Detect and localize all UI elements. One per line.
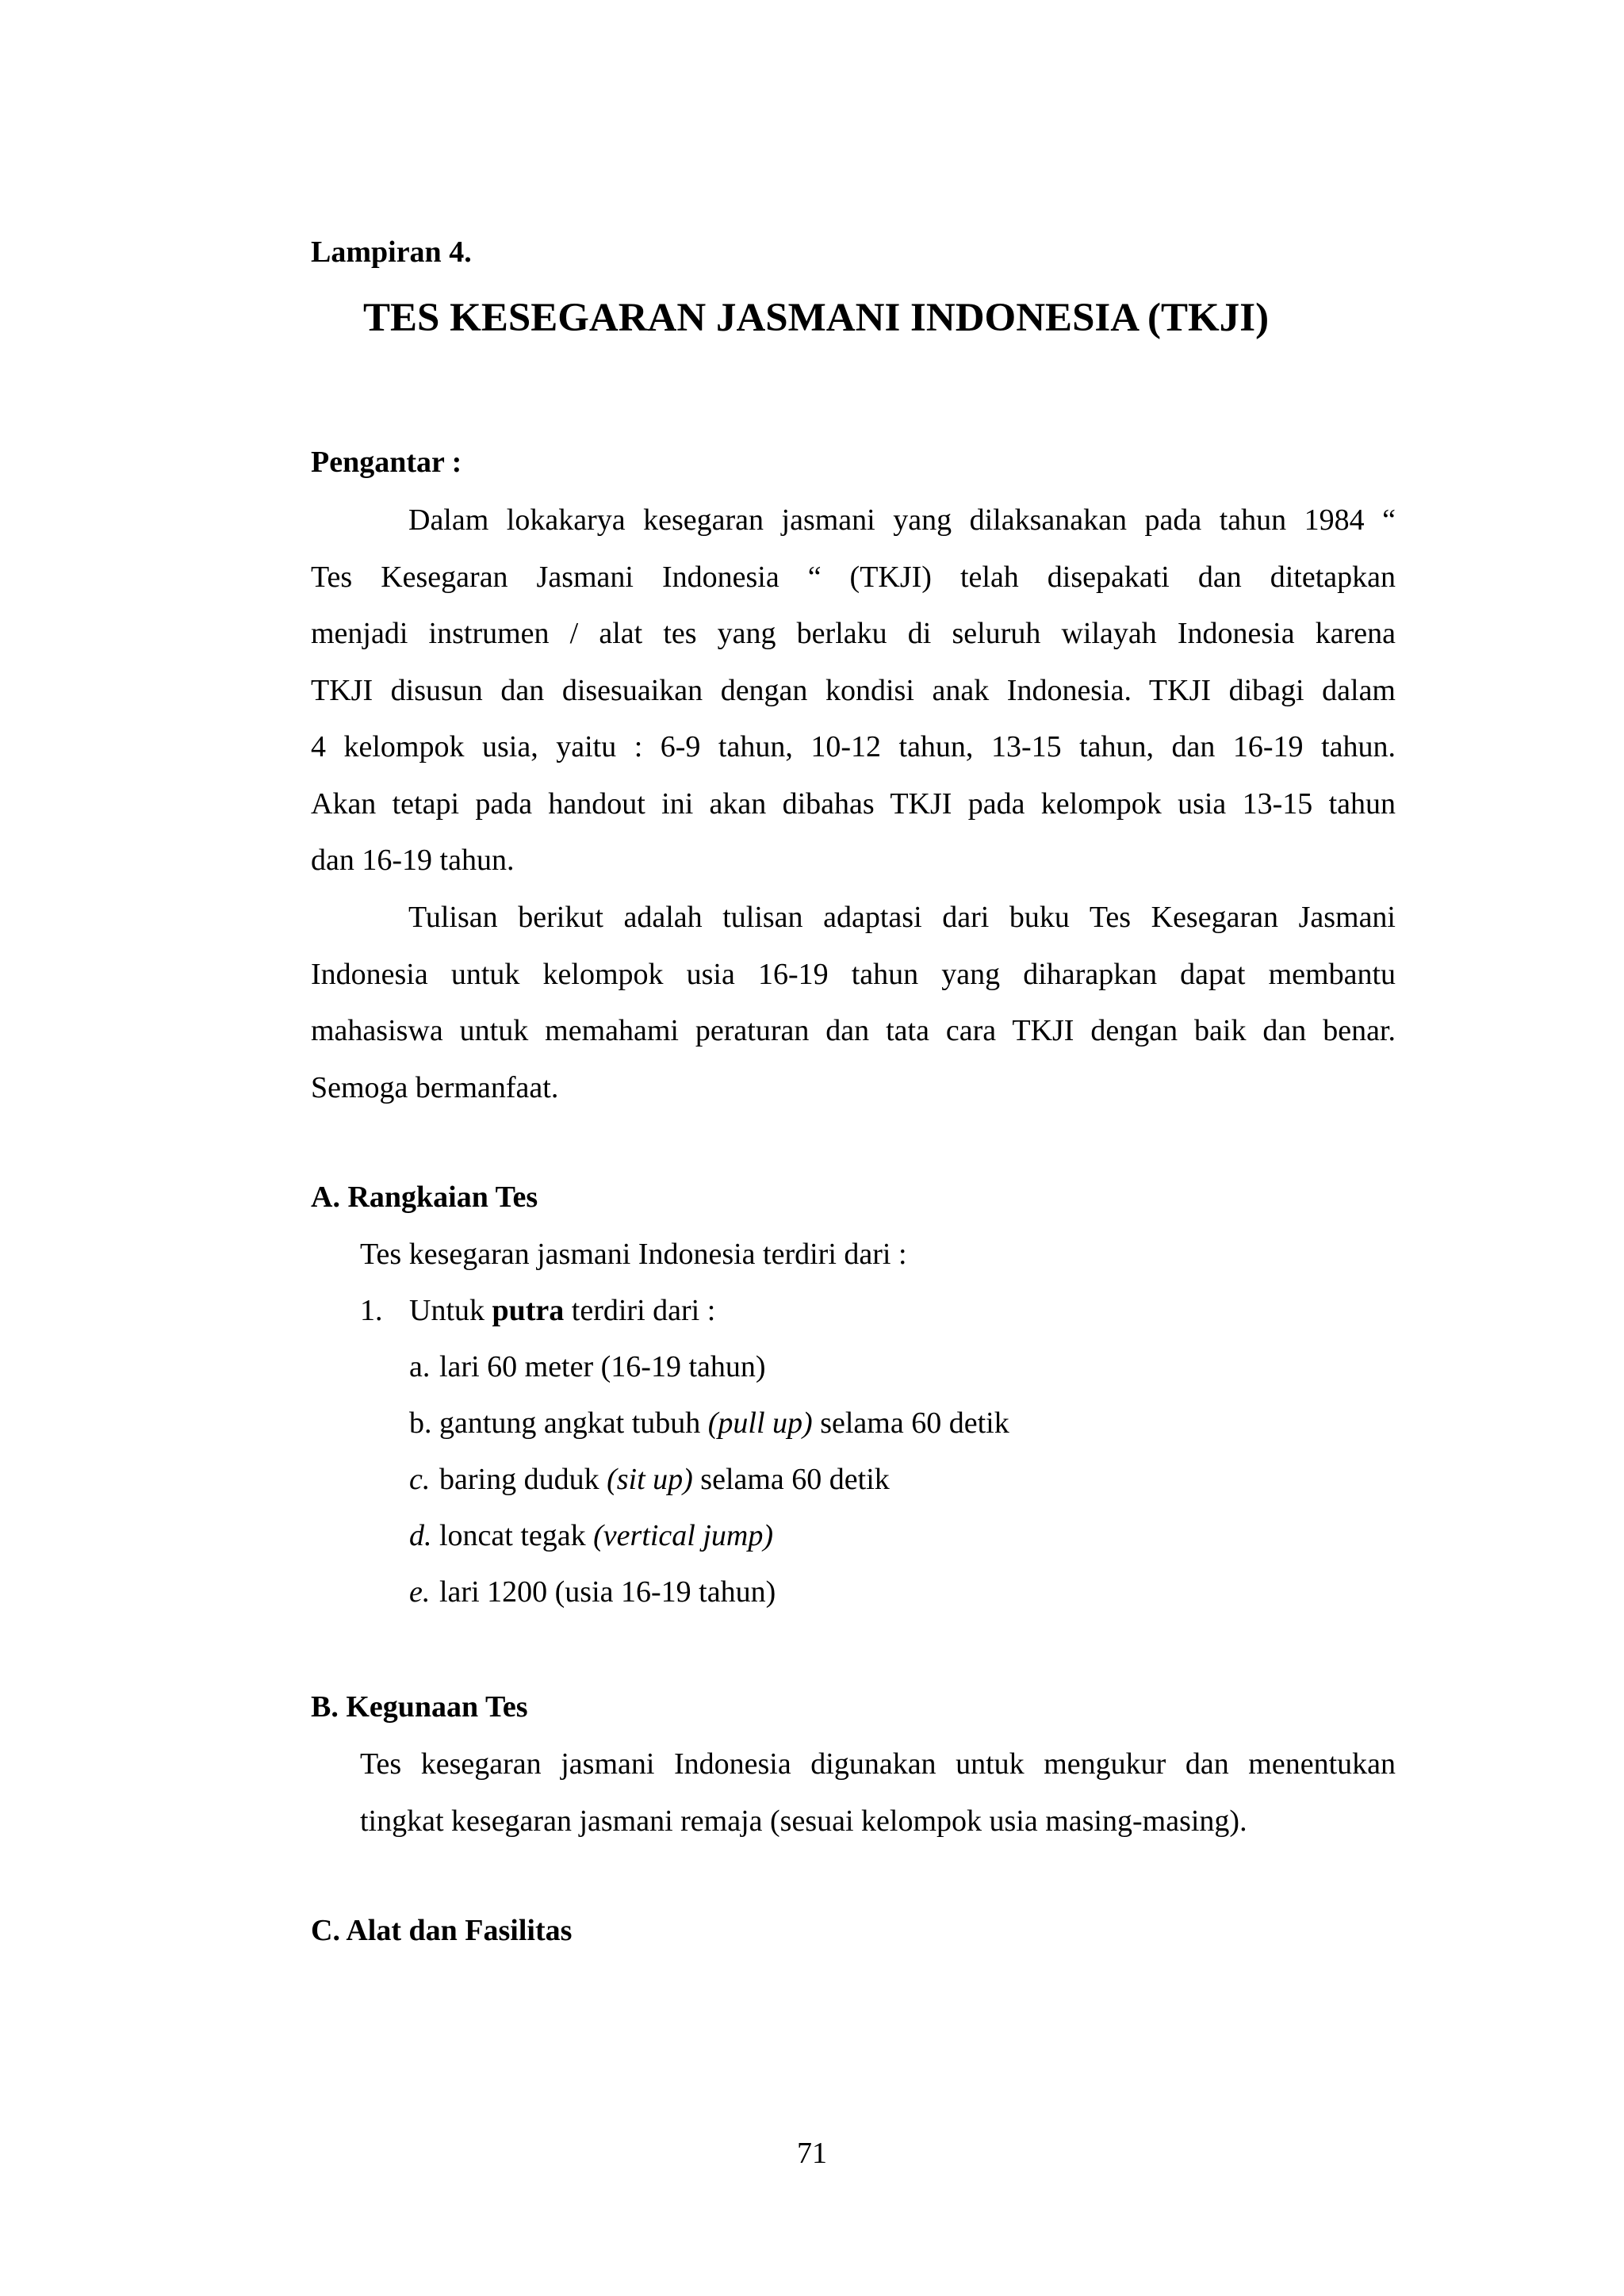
paragraph-line: Dalam lokakarya kesegaran jasmani yang dilaksanakan pada tahun 1984 “ <box>408 503 1396 537</box>
paragraph-line: Tulisan berikut adalah tulisan adaptasi dari buku Tes Kesegaran Jasmani <box>408 901 1396 934</box>
paragraph-line: Tes kesegaran jasmani Indonesia digunakan untuk mengukur dan menentukan <box>360 1747 1396 1781</box>
paragraph-line: 4 kelompok usia, yaitu : 6-9 tahun, 10-12 tahun, 13-15 tahun, dan 16-19 tahun. <box>311 730 1396 763</box>
sub-item-text: loncat tegak <box>439 1519 586 1552</box>
paragraph-line: Indonesia untuk kelompok usia 16-19 tahun yang diharapkan dapat membantu <box>311 957 1396 991</box>
section-a-intro: Tes kesegaran jasmani Indonesia terdiri dari : <box>360 1238 907 1271</box>
sub-item-text: lari 60 meter (16-19 tahun) <box>439 1350 766 1383</box>
sub-item-a <box>409 1339 766 1396</box>
sub-item-text: baring duduk <box>439 1463 599 1496</box>
intro-heading: Pengantar : <box>311 446 462 479</box>
sub-item-marker: c. <box>409 1463 431 1496</box>
sub-item-text: lari 1200 (usia 16-19 tahun) <box>439 1575 776 1609</box>
page-title: TES KESEGARAN JASMANI INDONESIA (TKJI) <box>363 296 1270 340</box>
paragraph-line: Tes Kesegaran Jasmani Indonesia “ (TKJI) telah disepakati dan ditetapkan <box>311 560 1396 594</box>
list-number: 1. <box>360 1294 383 1327</box>
page-number: 71 <box>797 2137 827 2170</box>
appendix-label: Lampiran 4. <box>311 235 472 269</box>
list-item-suffix: terdiri dari : <box>571 1294 716 1327</box>
section-c-heading: C. Alat dan Fasilitas <box>311 1914 573 1947</box>
section-b-paragraph <box>360 1736 1396 1850</box>
list-item-prefix: Untuk <box>409 1294 485 1327</box>
section-b-heading: B. Kegunaan Tes <box>311 1690 528 1724</box>
paragraph-line: Semoga bermanfaat. <box>311 1070 559 1104</box>
paragraph-line: dan 16-19 tahun. <box>311 844 515 877</box>
sub-item-marker: b. <box>409 1406 432 1440</box>
intro-paragraph-2 <box>311 890 1396 1116</box>
sub-item-after: selama 60 detik <box>700 1463 890 1496</box>
paragraph-line: menjadi instrumen / alat tes yang berlaku di seluruh wilayah Indonesia karena <box>311 617 1396 650</box>
sub-item-after: selama 60 detik <box>820 1406 1009 1440</box>
sub-item-marker: a. <box>409 1350 431 1383</box>
sub-item-b <box>409 1395 1009 1452</box>
sub-item-italic: (sit up) <box>607 1463 693 1496</box>
paragraph-line: Akan tetapi pada handout ini akan dibahas TKJI pada kelompok usia 13-15 tahun <box>311 786 1396 821</box>
sub-item-e <box>409 1564 776 1621</box>
section-a-heading: A. Rangkaian Tes <box>311 1181 538 1214</box>
paragraph-line: mahasiswa untuk memahami peraturan dan tata cara TKJI dengan baik dan benar. <box>311 1014 1396 1047</box>
list-item-bold-word: putra <box>492 1294 565 1327</box>
list-item-putra <box>360 1283 715 1340</box>
paragraph-line: tingkat kesegaran jasmani remaja (sesuai kelompok usia masing-masing). <box>360 1804 1247 1838</box>
sub-item-marker: d. <box>409 1519 432 1552</box>
intro-paragraph-1 <box>311 492 1396 890</box>
sub-item-italic: (vertical jump) <box>593 1519 774 1552</box>
sub-item-c <box>409 1452 890 1509</box>
sub-item-marker: e. <box>409 1575 431 1609</box>
sub-item-italic: (pull up) <box>707 1406 813 1440</box>
paragraph-line: TKJI disusun dan disesuaikan dengan kondisi anak Indonesia. TKJI dibagi dalam <box>311 673 1396 707</box>
sub-item-d <box>409 1508 773 1565</box>
sub-item-text: gantung angkat tubuh <box>439 1406 701 1440</box>
